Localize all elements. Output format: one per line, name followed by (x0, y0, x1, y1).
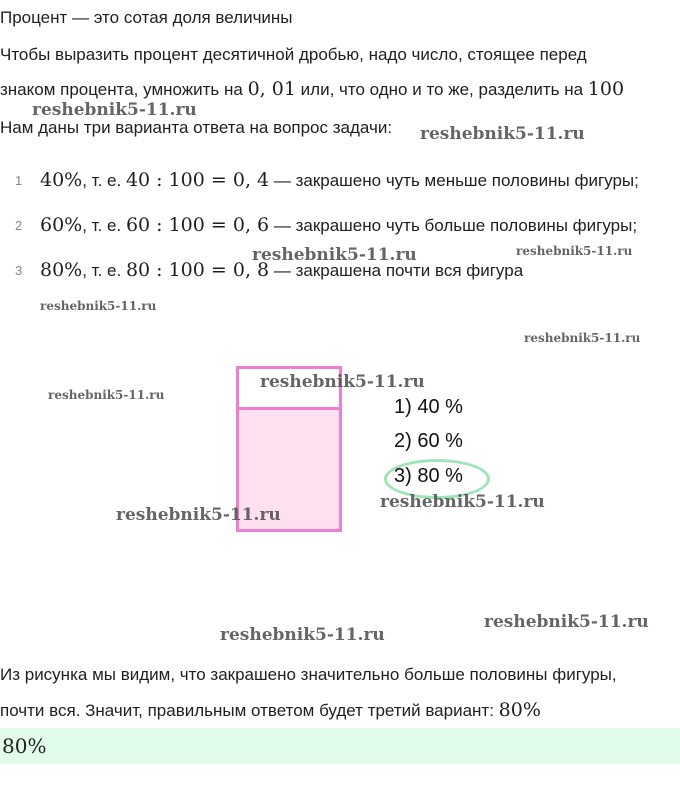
list-item-1-mid: , т. е. (82, 171, 126, 190)
list-number-2: 2 (15, 218, 23, 233)
rule-line-2 (0, 78, 624, 101)
conclusion-math-80: 80% (498, 699, 541, 721)
list-item-2-pct: 60% (40, 214, 83, 236)
figure-option-1: 1) 40 % (394, 396, 463, 418)
watermark: reshebnik5-11.ru (420, 124, 585, 144)
rule-math-001: 0, 01 (247, 78, 296, 100)
watermark: reshebnik5-11.ru (260, 372, 425, 392)
watermark: reshebnik5-11.ru (48, 388, 165, 402)
list-item-2-eq: 60 : 100 = 0, 6 (125, 214, 270, 236)
list-item-3-eq: 80 : 100 = 0, 8 (125, 259, 270, 281)
watermark: reshebnik5-11.ru (40, 299, 157, 313)
watermark: reshebnik5-11.ru (484, 612, 649, 632)
list-item-1-pct: 40% (40, 169, 83, 191)
answer-box (0, 728, 680, 764)
figure-option-3: 3) 80 % (394, 465, 463, 487)
list-item-3-desc: — закрашена почти вся фигура (269, 261, 524, 280)
figure-option-2: 2) 60 % (394, 430, 463, 452)
watermark: reshebnik5-11.ru (524, 331, 641, 345)
list-item-2 (40, 214, 637, 237)
conclusion-line-1: Из рисунка мы видим, что закрашено значительно больше половины фигуры, (0, 665, 617, 684)
watermark: reshebnik5-11.ru (116, 505, 281, 525)
watermark: reshebnik5-11.ru (252, 245, 417, 265)
list-number-3: 3 (15, 263, 23, 278)
list-number-1: 1 (15, 173, 23, 188)
list-item-3-pct: 80% (40, 259, 83, 281)
list-item-2-desc: — закрашено чуть больше половины фигуры; (269, 216, 638, 235)
list-item-3-mid: , т. е. (82, 261, 126, 280)
list-item-1 (40, 169, 639, 192)
conclusion-line-2-text: почти вся. Значит, правильным ответом будет третий вариант: (0, 701, 499, 720)
rule-line-2-text-a: знаком процента, умножить на (0, 80, 248, 99)
list-item-1-eq: 40 : 100 = 0, 4 (125, 169, 270, 191)
rule-line-2-text-b: или, что одно и то же, разделить на (295, 80, 588, 99)
intro: Нам даны три варианта ответа на вопрос задачи: (0, 118, 393, 137)
list-item-1-desc: — закрашено чуть меньше половины фигуры; (269, 171, 639, 190)
watermark: reshebnik5-11.ru (32, 100, 197, 120)
watermark: reshebnik5-11.ru (220, 625, 385, 645)
rule-math-100: 100 (587, 78, 625, 100)
conclusion-line-2 (0, 699, 541, 722)
list-item-2-mid: , т. е. (82, 216, 126, 235)
answer-value: 80% (2, 734, 47, 758)
heading: Процент — это сотая доля величины (0, 8, 293, 27)
rule-line-1: Чтобы выразить процент десятичной дробью, надо число, стоящее перед (0, 45, 587, 64)
watermark: reshebnik5-11.ru (516, 244, 633, 258)
watermark: reshebnik5-11.ru (380, 492, 545, 512)
